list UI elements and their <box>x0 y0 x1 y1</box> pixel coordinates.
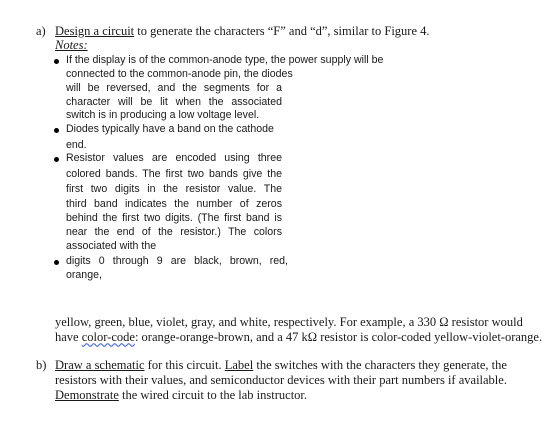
bullet1-line3: will be reversed, and the segments for a <box>66 82 282 94</box>
bullet2-line1: Diodes typically have a band on the cathode <box>66 123 274 135</box>
bullet3-line2: colored bands. The first two bands give the <box>66 168 282 180</box>
bullet3-line4: third band indicates the number of zeros <box>66 198 282 210</box>
para-line1: yellow, green, blue, violet, gray, and white, respectively. For example, a 330 Ω resistor would <box>55 315 523 329</box>
bullet2-line2: end. <box>66 139 87 151</box>
demonstrate-text: Demonstrate <box>55 388 119 402</box>
para-line2-end: : orange-orange-brown, and a 47 kΩ resistor is color-coded yellow-violet-orange. <box>134 330 543 344</box>
bullet-icon <box>54 260 59 265</box>
para-line2 <box>55 330 542 345</box>
spellcheck-word: color-code <box>81 330 135 344</box>
bullet3-line3: first two digits in the resistor value. The <box>66 183 282 195</box>
bullet-icon <box>54 59 59 64</box>
design-circuit-link-text: Design a circuit <box>55 24 135 38</box>
bullet1-line5: switch is in producing a low voltage level. <box>66 109 260 121</box>
part-b-line1 <box>55 358 507 373</box>
bullet4-line2: orange, <box>66 269 102 281</box>
part-a-heading <box>55 24 430 39</box>
label-text: Label <box>224 358 254 372</box>
bullet1-line4: character will be lit when the associated <box>66 96 282 108</box>
bullet1-line2: connected to the common-anode pin, the diodes <box>66 68 293 80</box>
part-b-line1-a: for this circuit. <box>144 358 225 372</box>
part-b-line1-b: the switches with the characters they generate, the <box>253 358 507 372</box>
bullet-icon <box>54 128 59 133</box>
part-b-line2: resistors with their values, and semiconductor devices with their part numbers if available. <box>55 373 507 387</box>
bullet4-line1: digits 0 through 9 are black, brown, red, <box>66 255 288 267</box>
draw-schematic-text: Draw a schematic <box>55 358 145 372</box>
part-b-line3 <box>55 388 307 403</box>
notes-heading: Notes: <box>55 38 88 52</box>
bullet3-line1: Resistor values are encoded using three <box>66 152 282 164</box>
part-a-label: a) <box>36 24 46 38</box>
bullet3-line7: associated with the <box>66 240 157 252</box>
part-a-heading-rest: to generate the characters “F” and “d”, similar to Figure 4. <box>134 24 430 38</box>
part-b-line3-rest: the wired circuit to the lab instructor. <box>118 388 308 402</box>
bullet3-line5: behind the first two digits. (The first band is <box>66 212 282 224</box>
para-line2-start: have <box>55 330 82 344</box>
bullet-icon <box>54 157 59 162</box>
bullet3-line6: near the end of the resistor.) The colors <box>66 226 282 238</box>
part-b-label: b) <box>36 358 47 372</box>
bullet1-line1: If the display is of the common-anode type, the power supply will be <box>66 54 384 66</box>
